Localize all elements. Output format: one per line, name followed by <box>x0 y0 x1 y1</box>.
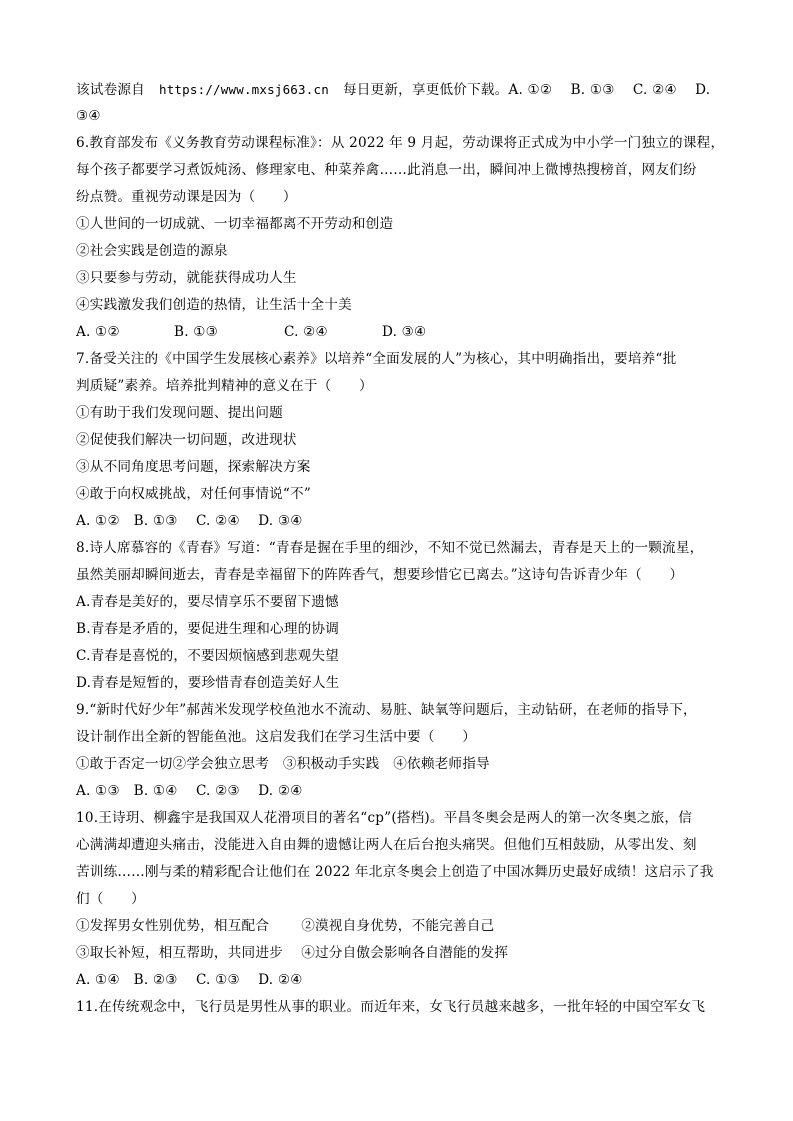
q7-item: ③从不同角度思考问题，探索解决方案 <box>76 459 311 475</box>
q6-item: ③只要参与劳动，就能获得成功人生 <box>76 270 297 286</box>
q9-options: A. ①③ B. ①④ C. ②③ D. ②④ <box>76 783 303 799</box>
q9-items: ①敢于否定一切②学会独立思考 ③积极动手实践 ④依赖老师指导 <box>76 756 490 772</box>
q6-option-b: B. ①③ <box>174 324 219 340</box>
q6-item: ④实践激发我们创造的热情，让生活十全十美 <box>76 297 352 313</box>
q6-stem-line: 纷点赞。重视劳动课是因为（ ） <box>76 189 297 205</box>
question-7 <box>76 346 726 535</box>
q6-option-a: A. ①② <box>76 324 120 340</box>
q8-choice-c: C.青春是喜悦的，不要因烦恼感到悲观失望 <box>76 648 339 664</box>
q8-choice-b: B.青春是矛盾的，要促进生理和心理的协调 <box>76 621 339 637</box>
q10-items: ③取长补短，相互帮助，共同进步 ④过分自傲会影响各自潜能的发挥 <box>76 945 509 961</box>
page-content <box>76 76 726 1021</box>
q10-items: ①发挥男女性别优势，相互配合 ②漠视自身优势，不能完善自己 <box>76 918 495 934</box>
q7-item: ②促使我们解决一切问题，改进现状 <box>76 432 297 448</box>
q7-stem-line: 7.备受关注的《中国学生发展核心素养》以培养“全面发展的人”为核心，其中明确指出，要培养“批 <box>76 351 677 367</box>
q6-option-c: C. ②④ <box>284 324 328 340</box>
q8-stem-line: 8.诗人席慕容的《青春》写道：“青春是握在手里的细沙，不知不觉已然漏去，青春是天上的一颗流星， <box>76 540 704 556</box>
q8-choice-a: A.青春是美好的，要尽情享乐不要留下遗憾 <box>76 594 339 610</box>
q7-item: ④敢于向权威挑战，对任何事情说“不” <box>76 486 311 502</box>
q9-stem-line: 9.“新时代好少年”郝茜米发现学校鱼池水不流动、易脏、缺氧等问题后，主动钻研，在老师的指导下， <box>76 702 697 718</box>
q11-stem-line: 11.在传统观念中，飞行员是男性从事的职业。而近年来，女飞行员越来越多，一批年轻的中国空军女飞 <box>76 999 706 1015</box>
q9-stem-line: 设计制作出全新的智能鱼池。这启发我们在学习生活中要（ ） <box>76 729 477 745</box>
q6-option-d: D. ③④ <box>382 324 427 340</box>
q6-stem-line: 每个孩子都要学习煮饭炖汤、修理家电、种菜养禽……此消息一出，瞬间冲上微博热搜榜首，网友们纷 <box>76 162 697 178</box>
q10-stem-line: 10.王诗玥、柳鑫宇是我国双人花滑项目的著名“cp”(搭档)。平昌冬奥会是两人的第一次冬奥之旅，信 <box>76 810 692 826</box>
question-6 <box>76 130 726 346</box>
q8-choice-d: D.青春是短暂的，要珍惜青春创造美好人生 <box>76 675 340 691</box>
question-9 <box>76 697 726 805</box>
question-11 <box>76 994 726 1021</box>
q10-stem-line: 们（ ） <box>76 891 145 907</box>
source-url[interactable]: https://www.mxsj663.cn <box>158 82 329 97</box>
q6-item: ②社会实践是创造的源泉 <box>76 243 228 259</box>
source-prefix: 该试卷源自 <box>76 82 145 98</box>
q7-stem-line: 判质疑”素养。培养批判精神的意义在于（ ） <box>76 378 373 394</box>
question-8 <box>76 535 726 697</box>
q6-item: ①人世间的一切成就、一切幸福都离不开劳动和创造 <box>76 216 394 232</box>
q5-option-d-wrap: ③④ <box>76 108 101 124</box>
question-10 <box>76 805 726 994</box>
q8-stem-line: 虽然美丽却瞬间逝去，青春是幸福留下的阵阵香气，想要珍惜它已离去。”这诗句告诉青少年（ ） <box>76 567 684 583</box>
q6-stem-line: 6.教育部发布《义务教育劳动课程标准》：从 2022 年 9 月起，劳动课将正式成为中小学一门独立的课程， <box>76 135 725 151</box>
q10-stem-line: 心满满却遭迎头痛击，没能进入自由舞的遗憾让两人在后台抱头痛哭。但他们互相鼓励，从零出发、刻 <box>76 837 697 853</box>
source-suffix: 每日更新，享更低价下载。A. ①② B. ①③ C. ②④ D. <box>342 82 711 98</box>
q7-options: A. ①② B. ①③ C. ②④ D. ③④ <box>76 513 303 529</box>
q7-item: ①有助于我们发现问题、提出问题 <box>76 405 283 421</box>
q6-options <box>76 319 726 346</box>
q10-stem-line: 苦训练……刚与柔的精彩配合让他们在 2022 年北京冬奥会上创造了中国冰舞历史最好成绩！这启示了我 <box>76 864 714 880</box>
source-line <box>76 76 726 103</box>
q10-options: A. ①④ B. ②③ C. ①③ D. ②④ <box>76 972 303 988</box>
